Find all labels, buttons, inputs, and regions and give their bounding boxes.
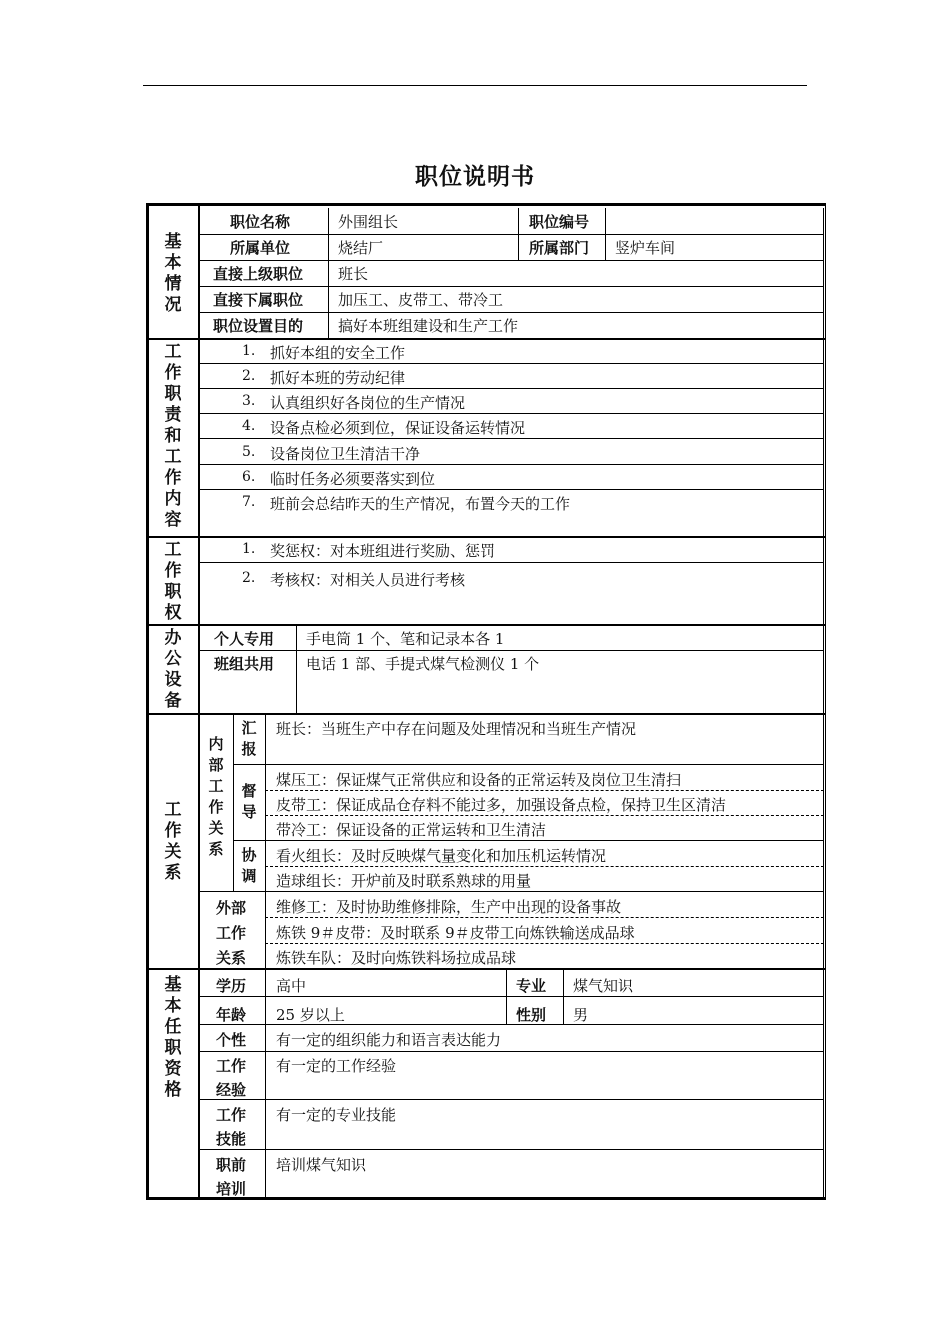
supervise-item: 带冷工：保证设备的正常运转和卫生清洁 bbox=[276, 821, 547, 839]
label-age: 年龄 bbox=[216, 1006, 247, 1024]
value-education: 高中 bbox=[276, 977, 307, 995]
duty-number: 1. bbox=[242, 343, 256, 359]
duty-item: 设备点检必须到位，保证设备运转情况 bbox=[270, 419, 526, 437]
label-position-code: 职位编号 bbox=[529, 213, 590, 231]
value-purpose: 搞好本班组建设和生产工作 bbox=[338, 317, 519, 335]
label-personality: 个性 bbox=[216, 1031, 247, 1049]
label-education: 学历 bbox=[216, 977, 247, 995]
label-major: 专业 bbox=[516, 977, 547, 995]
section-authority-label: 工作职权 bbox=[164, 540, 182, 623]
label-subordinate: 直接下属职位 bbox=[213, 291, 304, 309]
duty-number: 3. bbox=[242, 393, 256, 409]
duty-item: 抓好本班的劳动纪律 bbox=[270, 369, 406, 387]
authority-number: 2. bbox=[242, 570, 256, 586]
section-qualification-label: 基本任职资格 bbox=[164, 975, 182, 1100]
label-purpose: 职位设置目的 bbox=[213, 317, 304, 335]
coordinate-item: 造球组长：开炉前及时联系熟球的用量 bbox=[276, 872, 532, 890]
external-item: 炼铁 9＃皮带：及时联系 9＃皮带工向炼铁输送成品球 bbox=[276, 924, 635, 942]
external-item: 炼铁车队：及时向炼铁料场拉成品球 bbox=[276, 949, 517, 967]
label-external-1: 外部 bbox=[216, 899, 247, 917]
authority-item: 奖惩权：对本班组进行奖励、惩罚 bbox=[270, 542, 496, 560]
section-relations-label: 工作关系 bbox=[164, 800, 182, 883]
duty-item: 班前会总结昨天的生产情况，布置今天的工作 bbox=[270, 495, 571, 513]
label-skill-2: 技能 bbox=[216, 1130, 247, 1148]
value-position-name: 外围组长 bbox=[338, 213, 399, 231]
duty-number: 5. bbox=[242, 444, 256, 460]
value-experience: 有一定的工作经验 bbox=[276, 1057, 397, 1075]
label-skill-1: 工作 bbox=[216, 1106, 247, 1124]
label-coordinate: 协调 bbox=[241, 846, 257, 885]
label-external-2: 工作 bbox=[216, 924, 247, 942]
value-unit: 烧结厂 bbox=[338, 239, 384, 257]
duty-number: 4. bbox=[242, 418, 256, 434]
label-superior: 直接上级职位 bbox=[213, 265, 304, 283]
header-rule bbox=[143, 85, 807, 86]
label-shared-use: 班组共用 bbox=[214, 655, 275, 673]
label-unit: 所属单位 bbox=[230, 239, 291, 257]
label-gender: 性别 bbox=[516, 1006, 547, 1024]
label-experience-1: 工作 bbox=[216, 1057, 247, 1075]
value-age: 25 岁以上 bbox=[276, 1006, 345, 1024]
label-position-name: 职位名称 bbox=[230, 213, 291, 231]
value-shared-use: 电话 1 部、手提式煤气检测仪 1 个 bbox=[306, 655, 540, 673]
value-personality: 有一定的组织能力和语言表达能力 bbox=[276, 1031, 502, 1049]
duty-item: 抓好本组的安全工作 bbox=[270, 344, 406, 362]
section-basic-label: 基本情况 bbox=[164, 232, 182, 315]
section-equipment-label: 办公设备 bbox=[164, 628, 182, 711]
label-external-3: 关系 bbox=[216, 949, 247, 967]
value-major: 煤气知识 bbox=[573, 977, 634, 995]
label-report: 汇报 bbox=[241, 719, 257, 758]
duty-item: 临时任务必须要落实到位 bbox=[270, 470, 436, 488]
label-training-1: 职前 bbox=[216, 1156, 247, 1174]
value-gender: 男 bbox=[573, 1006, 589, 1024]
label-supervise: 督导 bbox=[241, 782, 257, 821]
value-training: 培训煤气知识 bbox=[276, 1156, 367, 1174]
section-duties-label: 工作职责和工作内容 bbox=[164, 342, 182, 530]
value-skill: 有一定的专业技能 bbox=[276, 1106, 397, 1124]
report-item: 班长：当班生产中存在问题及处理情况和当班生产情况 bbox=[276, 720, 637, 738]
label-experience-2: 经验 bbox=[216, 1081, 247, 1099]
value-personal-use: 手电筒 1 个、笔和记录本各 1 bbox=[306, 630, 505, 648]
duty-number: 2. bbox=[242, 368, 256, 384]
value-department: 竖炉车间 bbox=[615, 239, 676, 257]
supervise-item: 皮带工：保证成品仓存料不能过多，加强设备点检，保持卫生区清洁 bbox=[276, 796, 727, 814]
authority-item: 考核权：对相关人员进行考核 bbox=[270, 571, 466, 589]
supervise-item: 煤压工：保证煤气正常供应和设备的正常运转及岗位卫生清扫 bbox=[276, 771, 682, 789]
label-training-2: 培训 bbox=[216, 1180, 247, 1198]
coordinate-item: 看火组长：及时反映煤气量变化和加压机运转情况 bbox=[276, 847, 607, 865]
duty-item: 认真组织好各岗位的生产情况 bbox=[270, 394, 466, 412]
value-superior: 班长 bbox=[338, 265, 369, 283]
document-title: 职位说明书 bbox=[415, 164, 535, 190]
duty-number: 7. bbox=[242, 494, 256, 510]
label-department: 所属部门 bbox=[529, 239, 590, 257]
label-internal-relations: 内部工作关系 bbox=[208, 735, 224, 858]
label-personal-use: 个人专用 bbox=[214, 630, 275, 648]
external-item: 维修工：及时协助维修排除，生产中出现的设备事故 bbox=[276, 898, 622, 916]
authority-number: 1. bbox=[242, 541, 256, 557]
duty-number: 6. bbox=[242, 469, 256, 485]
value-subordinate: 加压工、皮带工、带冷工 bbox=[338, 291, 504, 309]
duty-item: 设备岗位卫生清洁干净 bbox=[270, 445, 421, 463]
